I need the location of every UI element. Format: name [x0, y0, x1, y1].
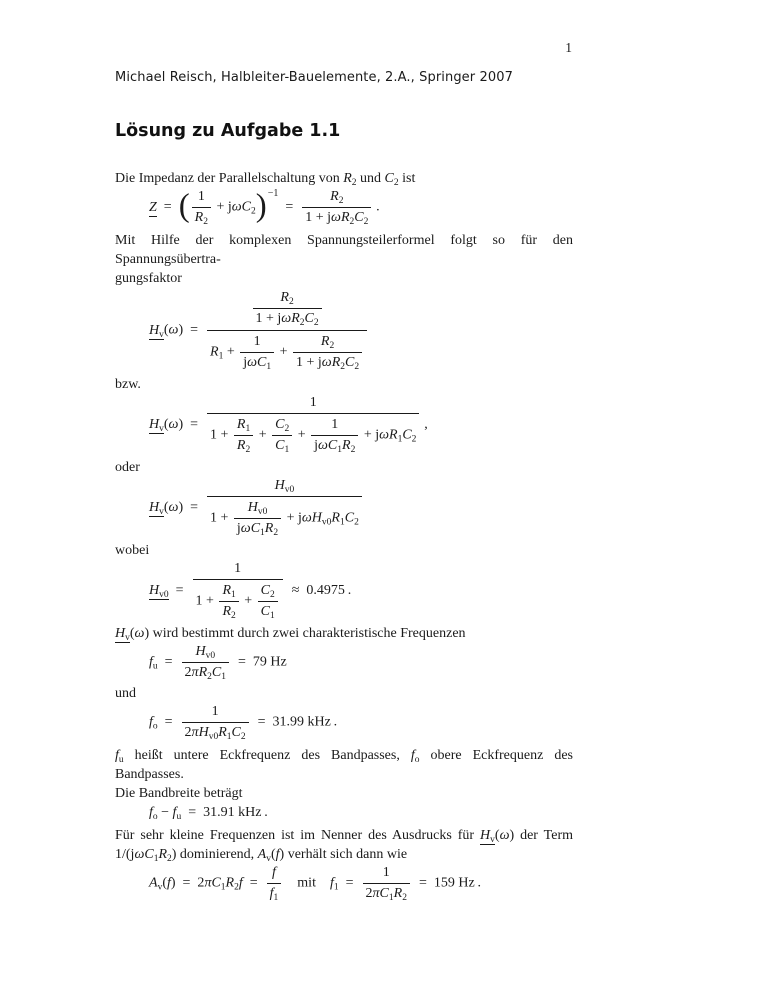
equation-av: $A_v(f) = 2\pi C_1R_2f$ = $\frac{f}{f_1}$ mit $f_1$ = $\frac{1}{2\pi C_1R_2}$ = 159 Hz .	[149, 865, 481, 903]
book-reference: Michael Reisch, Halbleiter-Bauelemente, 2.A., Springer 2007	[115, 70, 513, 85]
paragraph-eckfrequenz-line1: $f_u$ heißt untere Eckfrequenz des Bandpasses, $f_o$ obere Eckfrequenz des Bandpasses.	[115, 748, 573, 782]
solution-title: Lösung zu Aufgabe 1.1	[115, 121, 341, 141]
equation-fo: $f_o$ = 1 $2\pi H_{v0}R_1C_2$ = 31.99 kHz .	[149, 704, 338, 742]
equation-hv-form3: $H_v(\omega)$ = $H_{v0}$ 1 + $H_{v0}$ $j\omega C_1R_2$ + $j\omega H_{v0}R_1C_2$	[115, 477, 573, 539]
word-und: und	[115, 686, 136, 701]
paragraph-impedance: Die Impedanz der Parallelschaltung von $R_2$ und $C_2$ ist	[115, 171, 416, 188]
paragraph-divider-line2: gungsfaktor	[115, 271, 182, 286]
word-bzw: bzw.	[115, 377, 141, 392]
word-oder: oder	[115, 460, 140, 475]
equation-bandwidth: $f_o - f_u = 31.91$ kHz .	[149, 805, 268, 822]
paragraph-small-freq-line2: $1/(j\omega C_1R_2)$ dominierend, $A_v(f)$ verhält sich dann wie	[115, 847, 408, 864]
word-wobei: wobei	[115, 543, 150, 558]
equation-fu: $f_u$ = $\frac{H_{v0}}{2\pi R_2C_1}$ = 79 Hz	[149, 644, 287, 682]
paragraph-frequencies: $H_v(\omega)$ wird bestimmt durch zwei charakteristische Frequenzen	[115, 626, 466, 643]
paragraph-divider-line1: Mit Hilfe der komplexen Spannungsteilerformel folgt so für den Spannungsübertra-	[115, 233, 573, 267]
equation-impedance: Z = ( $\frac{1}{R_2}$ + jωC$_2$)$^{-1}$ = $R_2$ $1 + j\omega R_2C_2$ .	[149, 187, 380, 227]
paragraph-eckfrequenz-line2: Die Bandbreite beträgt	[115, 786, 243, 801]
equation-hv-form1: $H_v(\omega)$ = $R_2$ $1 + j\omega R_2C_2$ $R_1$ + 1 jωC$_1$ + $R_2$ $1 + j\omega R_2C_2$	[115, 288, 573, 373]
text-column	[115, 70, 573, 903]
equation-hv0: $H_{v0}$ = 1 1 + $\frac{R_1}{R_2}$ + $\frac{C_2}{C_1}$ ≈ 0.4975 .	[149, 561, 352, 621]
page-number: 1	[565, 40, 572, 55]
equation-hv-form2: $H_v(\omega)$ = 1 1 + $\frac{R_1}{R_2}$ + $\frac{C_2}{C_1}$ + 1 $j\omega C_1R_2$ + $j\omega R_1C_2$ ,	[149, 395, 428, 455]
paragraph-small-freq-line1: Für sehr kleine Frequenzen ist im Nenner des Ausdrucks für $H_v(\omega)$ der Term	[115, 828, 573, 845]
